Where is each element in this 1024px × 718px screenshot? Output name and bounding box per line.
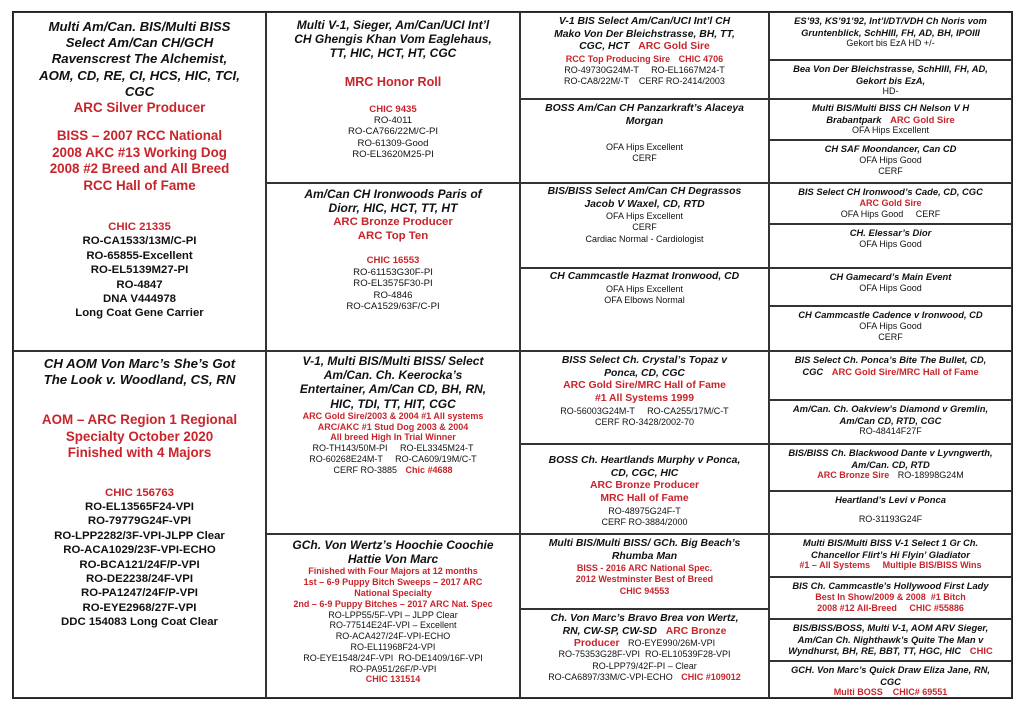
sire-chic: CHIC 21335: [108, 221, 171, 234]
ancestor-award: ARC Gold Sire/2003 & 2004 #1 All systems: [302, 410, 484, 421]
ancestor-detail: RO-LPP79/42F-PI – Clear: [592, 660, 697, 671]
ancestor-detail: OFA Hips Good: [859, 320, 922, 331]
gen4-cell: [769, 351, 1012, 400]
ancestor-name-line: GCH. Von Marc’s Quick Draw Eliza Jane, RN,: [790, 664, 991, 675]
gen4-cell: [769, 444, 1012, 491]
ancestor-name-line: Am/Can. Ch. Keerocka’s: [323, 368, 463, 383]
ancestor-name-line: Morgan: [625, 115, 664, 127]
sire-name-line: Multi Am/Can. BIS/Multi BISS: [48, 19, 231, 34]
sire-sire-cell: [266, 12, 520, 183]
ancestor-award: All breed High In Trial Winner: [330, 432, 456, 443]
gen4-cell: [769, 534, 1012, 577]
ancestor-detail: Gekort bis EzA HD +/-: [846, 38, 935, 49]
ancestor-name-line: Multi V-1, Sieger, Am/Can/UCI Int’l: [296, 18, 490, 32]
ancestor-detail: CERF: [878, 331, 903, 342]
ancestor-award: ARC/AKC #1 Stud Dog 2003 & 2004: [317, 421, 469, 432]
gen3-cell: [520, 183, 769, 268]
sire-name-line: Ravenscrest The Alchemist,: [51, 51, 228, 67]
ancestor-award: RCC Top Producing Sire: [565, 53, 671, 64]
dam-award: AOM – ARC Region 1 Regional: [41, 412, 238, 428]
ancestor-name-line: CH Ghengis Khan Vom Eaglehaus,: [294, 32, 492, 47]
ancestor-detail: RO-TH143/50M-PI RO-EL3345M24-T: [312, 443, 474, 454]
ancestor-name-line: CH. Elessar’s Dior: [849, 227, 932, 238]
ancestor-name-line: BIS/BISS/BOSS, Multi V-1, AOM ARV Sieger,: [792, 622, 989, 633]
ancestor-name-line: Ponca, CD, CGC: [604, 367, 685, 379]
ancestor-name-row: [772, 366, 1009, 378]
ancestor-detail: OFA Hips Excellent: [605, 283, 684, 294]
ancestor-name-line: Multi BIS/Multi BISS/ GCh. Big Beach’s: [548, 538, 741, 549]
ancestor-detail: CERF RO-3428/2002-70: [594, 416, 695, 427]
ancestor-award: ARC Top Ten: [357, 230, 429, 243]
ancestor-name-line: Entertainer, Am/Can CD, BH, RN,: [299, 382, 487, 397]
ancestor-detail: Cardiac Normal - Cardiologist: [585, 233, 704, 244]
ancestor-name-line: Am/Can CD, RTD, CGC: [839, 414, 942, 426]
sire-award: 2008 AKC #13 Working Dog: [52, 144, 227, 160]
ancestor-award: ARC Gold Sire: [859, 197, 922, 208]
sire-detail: Long Coat Gene Carrier: [75, 307, 204, 320]
ancestor-detail: HD-: [882, 86, 899, 97]
ancestor-name-line: Wyndhurst, BH, RE, BBT, TT, HGC, HIC: [788, 645, 962, 657]
ancestor-chic: CHIC 4706: [678, 53, 724, 64]
gen4-cell: [769, 12, 1012, 60]
ancestor-detail: RO-EYE1548/24F-VPI RO-DE1409/16F-VPI: [303, 652, 483, 663]
ancestor-name-line: Am/Can. Ch. Oakview’s Diamond v Gremlin,: [792, 403, 989, 414]
ancestor-detail: OFA Hips Good CERF: [840, 208, 941, 219]
sire-cell: [13, 12, 266, 351]
gen4-cell: [769, 183, 1012, 224]
ancestor-name-line: Am/Can. CD, RTD: [851, 458, 930, 470]
ancestor-detail: RO-60268E24M-T RO-CA609/19M/C-T: [309, 454, 477, 464]
ancestor-name-line: Mako Von Der Bleichstrasse, BH, TT,: [554, 28, 735, 40]
gen4-cell: [769, 400, 1012, 444]
ancestor-name-line: Chancellor Flirt’s Hi Flyin’ Gladiator: [811, 548, 970, 560]
ancestor-award: MRC Honor Roll: [344, 74, 442, 89]
ancestor-detail: RO-61309-Good: [357, 137, 429, 149]
ancestor-award: #1 All Systems 1999: [595, 392, 694, 404]
ancestor-award: ARC Gold Sire: [890, 113, 955, 125]
ancestor-detail: RO-75353G28F-VPI RO-EL10539F28-VPI: [558, 649, 731, 660]
dam-detail: DDC 154083 Long Coat Clear: [61, 616, 218, 629]
ancestor-detail: OFA Hips Good: [859, 282, 922, 293]
ancestor-detail-row: [269, 465, 517, 476]
ancestor-detail: RO-49730G24M-T RO-EL1667M24-T: [564, 64, 725, 75]
dam-award: Finished with 4 Majors: [67, 445, 212, 461]
ancestor-detail: RO-61153G30F-PI: [353, 266, 433, 278]
gen4-cell: [769, 224, 1012, 268]
ancestor-detail: RO-EL11968F24-VPI: [350, 641, 436, 652]
gen3-cell: [520, 609, 769, 698]
ancestor-detail: RO-CA1529/63F/C-PI: [346, 301, 440, 313]
ancestor-name-line: V-1 BIS Select Am/Can/UCI Int’l CH: [558, 16, 731, 27]
gen3-cell: [520, 99, 769, 183]
ancestor-name-line: Am/Can Ch. Nighthawk’s Quite The Man v: [797, 633, 984, 645]
ancestor-name-line: Jacob V Waxel, CD, RTD: [584, 198, 705, 210]
ancestor-award: 2008 #12 All-Breed CHIC #55886: [817, 602, 964, 613]
ancestor-detail: OFA Hips Good: [859, 238, 922, 249]
dam-chic: CHIC 156763: [104, 486, 175, 499]
ancestor-name-line: Heartland’s Levi v Ponca: [835, 494, 946, 505]
sire-detail: DNA V444978: [102, 293, 177, 306]
gen4-cell: [769, 577, 1012, 619]
ancestor-name-line: TT, HIC, HCT, HT, CGC: [329, 46, 457, 61]
ancestor-award: ARC Gold Sire/MRC Hall of Fame: [831, 365, 979, 377]
dam-detail: RO-LPP2282/3F-VPI-JLPP Clear: [54, 529, 225, 542]
ancestor-name-line: Ch. Von Marc’s Bravo Brea von Wertz,: [550, 613, 739, 624]
dam-detail: RO-BCA121/24F/P-VPI: [79, 558, 200, 571]
ancestor-detail: RO-CA766/22M/C-PI: [347, 126, 439, 138]
gen4-cell: [769, 60, 1012, 99]
gen3-cell: [520, 534, 769, 609]
ancestor-award: Finished with Four Majors at 12 months: [308, 566, 478, 577]
ancestor-detail: RO-ACA427/24F-VPI-ECHO: [335, 631, 451, 642]
ancestor-name-line: CGC: [802, 365, 824, 377]
ancestor-name-line: ES’93, KS’91’92, Int’l/DT/VDH Ch Noris vom: [794, 15, 987, 26]
ancestor-award: 2nd – 6-9 Puppy Bitches – 2017 ARC Nat. Spec: [293, 598, 493, 609]
pedigree-chart: [12, 11, 1013, 699]
dam-name-line: CH AOM Von Marc’s She’s Got: [43, 356, 236, 371]
dam-detail: RO-ACA1029/23F-VPI-ECHO: [63, 544, 216, 557]
gen3-cell: [520, 268, 769, 351]
dam-award: Specialty October 2020: [65, 428, 214, 444]
ancestor-name-line: Gruntenblick, SchHIII, FH, AD, BH, IPOIII: [801, 26, 980, 38]
dam-detail: RO-PA1247/24F/P-VPI: [81, 587, 198, 600]
ancestor-detail: OFA Hips Excellent: [605, 142, 684, 153]
ancestor-name-line: Multi BIS/Multi BISS V-1 Select 1 Gr Ch.: [802, 537, 979, 548]
gen4-cell: [769, 140, 1012, 183]
ancestor-name-line: Rhumba Man: [611, 550, 678, 562]
ancestor-name-line: Diorr, HIC, HCT, TT, HT: [328, 201, 458, 216]
gen4-cell: [769, 661, 1012, 698]
ancestor-award: ARC Bronze: [665, 625, 727, 637]
ancestor-name-row: [523, 41, 766, 54]
ancestor-detail: RO-18998G24M: [897, 470, 964, 481]
ancestor-name-line: BIS/BISS Ch. Blackwood Dante v Lyvngwerth,: [788, 447, 993, 458]
ancestor-award: ARC Gold Sire/MRC Hall of Fame: [563, 380, 726, 392]
ancestor-award: Producer: [573, 638, 620, 650]
ancestor-chic: Chic #4688: [405, 464, 453, 475]
ancestor-award: BISS - 2016 ARC National Spec.: [576, 563, 713, 574]
ancestor-chic: CHIC 9435: [369, 103, 417, 115]
ancestor-detail: OFA Hips Excellent: [851, 125, 930, 136]
ancestor-award: #1 – All Systems Multiple BIS/BISS Wins: [799, 560, 982, 571]
ancestor-name-line: CH Cammcastle Cadence v Ironwood, CD: [798, 309, 983, 320]
ancestor-detail: RO-4011: [373, 115, 413, 127]
ancestor-award-row: [523, 54, 766, 65]
ancestor-name-line: CD, CGC, HIC: [610, 467, 679, 479]
ancestor-name-row: [523, 626, 766, 639]
ancestor-detail: CERF: [632, 153, 657, 164]
sire-name-line: AOM, CD, RE, CI, HCS, HIC, TCI,: [39, 67, 240, 83]
gen3-cell: [520, 351, 769, 444]
ancestor-name-line: Am/Can CH Ironwoods Paris of: [304, 187, 482, 201]
ancestor-award: Best In Show/2009 & 2008 #1 Bitch: [815, 591, 966, 602]
ancestor-name-row: [772, 114, 1009, 126]
ancestor-award-row: [772, 470, 1009, 481]
ancestor-name-line: Brabantpark: [826, 113, 882, 125]
sire-detail: RO-CA1533/13M/C-PI: [82, 235, 197, 248]
dam-name-line: The Look v. Woodland, CS, RN: [43, 372, 236, 388]
ancestor-name-line: BOSS Ch. Heartlands Murphy v Ponca,: [548, 455, 741, 466]
sire-dam-cell: [266, 183, 520, 351]
gen4-cell: [769, 99, 1012, 140]
ancestor-name-line: HIC, TDI, TT, HIT, CGC: [330, 396, 456, 411]
ancestor-name-line: GCh. Von Wertz’s Hoochie Coochie: [292, 538, 494, 552]
ancestor-detail: RO-EYE990/26M-VPI: [628, 638, 716, 649]
ancestor-detail: CERF: [632, 222, 657, 233]
ancestor-detail: RO-CA6897/33M/C-VPI-ECHO: [548, 671, 673, 682]
sire-name-line: Select Am/Can CH/GCH: [65, 35, 214, 51]
ancestor-detail: RO-48414F27F: [859, 426, 922, 437]
ancestor-name-line: CGC: [880, 675, 901, 687]
ancestor-name-row: [772, 645, 1009, 657]
gen3-cell: [520, 12, 769, 99]
gen4-cell: [769, 306, 1012, 351]
ancestor-detail: OFA Hips Excellent: [605, 211, 684, 222]
ancestor-name-line: Gekort bis EzA,: [855, 74, 926, 86]
ancestor-name-line: CH SAF Moondancer, Can CD: [824, 143, 957, 154]
ancestor-detail: RO-31193G24F: [858, 513, 923, 524]
ancestor-name-line: BIS Select Ch. Ponca’s Bite The Bullet, CD,: [794, 354, 987, 365]
ancestor-detail: RO-4846: [373, 289, 413, 301]
ancestor-award: ARC Gold Sire: [638, 41, 710, 53]
ancestor-chic: CHIC 94553: [619, 585, 670, 596]
ancestor-award: 2012 Westminster Best of Breed: [575, 574, 714, 585]
ancestor-detail: RO-LPP55/5F-VPI – JLPP Clear: [328, 609, 458, 620]
ancestor-name-line: Hattie Von Marc: [347, 552, 439, 567]
ancestor-name-line: BOSS Am/Can CH Panzarkraft’s Alaceya: [545, 103, 744, 114]
gen4-cell: [769, 619, 1012, 661]
gen4-cell: [769, 491, 1012, 534]
ancestor-name-line: BISS Select Ch. Crystal’s Topaz v: [561, 355, 728, 366]
ancestor-award: National Specialty: [354, 588, 432, 598]
ancestor-name-line: CH Cammcastle Hazmat Ironwood, CD: [549, 271, 740, 282]
ancestor-detail: OFA Elbows Normal: [604, 294, 685, 305]
sire-award: BISS – 2007 RCC National: [56, 128, 223, 144]
gen3-cell: [520, 444, 769, 534]
ancestor-chic: CHIC 16553: [366, 255, 420, 267]
ancestor-name-line: BIS Select CH Ironwood’s Cade, CD, CGC: [798, 186, 983, 197]
ancestor-detail: RO-EL3575F30-PI: [353, 278, 433, 290]
ancestor-detail: RO-48975G24F-T: [608, 505, 681, 516]
sire-detail: RO-4847: [116, 278, 163, 291]
ancestor-name-line: Multi BIS/Multi BISS CH Nelson V H: [811, 102, 970, 113]
ancestor-name-line: Bea Von Der Bleichstrasse, SchHIII, FH, AD,: [793, 63, 988, 74]
sire-award: RCC Hall of Fame: [83, 177, 196, 193]
ancestor-award: ARC Bronze Producer: [589, 480, 700, 492]
ancestor-chic: CHIC: [969, 645, 993, 657]
dam-detail: RO-EYE2968/27F-VPI: [82, 601, 197, 614]
ancestor-name-line: CH Gamecard’s Main Event: [829, 271, 952, 282]
ancestor-detail: CERF RO-3884/2000: [601, 516, 688, 527]
ancestor-detail: RO-PA951/26F/P-VPI: [349, 663, 437, 674]
dam-cell: [13, 351, 266, 698]
gen4-cell: [769, 268, 1012, 306]
ancestor-detail: RO-56003G24M-T RO-CA255/17M/C-T: [560, 405, 729, 416]
ancestor-name-line: RN, CW-SP, CW-SD: [562, 625, 657, 637]
dam-detail: RO-79779G24F-VPI: [87, 515, 192, 528]
ancestor-name-line: BIS Ch. Cammcastle’s Hollywood First Lady: [792, 580, 989, 591]
sire-detail: RO-65855-Excellent: [86, 249, 193, 262]
sire-detail: RO-EL5139M27-PI: [90, 264, 189, 277]
ancestor-detail: RO-CA8/22M/-T CERF RO-2414/2003: [564, 76, 725, 87]
ancestor-award: ARC Bronze Producer: [333, 216, 453, 229]
ancestor-award: ARC Bronze Sire: [817, 470, 890, 481]
ancestor-detail: RO-77514E24F-VPI – Excellent: [329, 620, 457, 631]
sire-award: 2008 #2 Breed and All Breed: [49, 161, 230, 177]
ancestor-detail: CERF: [878, 165, 903, 176]
ancestor-detail: RO-EL3620M25-PI: [352, 149, 434, 161]
ancestor-name-line: BIS/BISS Select Am/Can CH Degrassos: [547, 186, 742, 197]
ancestor-award: 1st – 6-9 Puppy Bitch Sweeps – 2017 ARC: [303, 577, 483, 588]
dam-detail: RO-DE2238/24F-VPI: [86, 573, 193, 586]
ancestor-chic: CHIC 131514: [365, 674, 421, 685]
ancestor-award: Multi BOSS CHIC# 69551: [833, 687, 948, 698]
ancestor-award: MRC Hall of Fame: [600, 492, 689, 504]
ancestor-detail-row: [523, 672, 766, 683]
ancestor-name-line: V-1, Multi BIS/Multi BISS/ Select: [302, 354, 484, 368]
ancestor-detail: OFA Hips Good: [859, 154, 922, 165]
ancestor-award-row: [523, 638, 766, 649]
sire-title: ARC Silver Producer: [73, 100, 206, 116]
sire-name-line: CGC: [124, 83, 155, 99]
ancestor-chic: CHIC #109012: [681, 671, 741, 682]
dam-detail: RO-EL13565F24-VPI: [85, 501, 194, 514]
ancestor-name-line: CGC, HCT: [579, 41, 630, 53]
dam-sire-cell: [266, 351, 520, 534]
dam-dam-cell: [266, 534, 520, 698]
ancestor-detail: CERF RO-3885: [333, 464, 397, 475]
